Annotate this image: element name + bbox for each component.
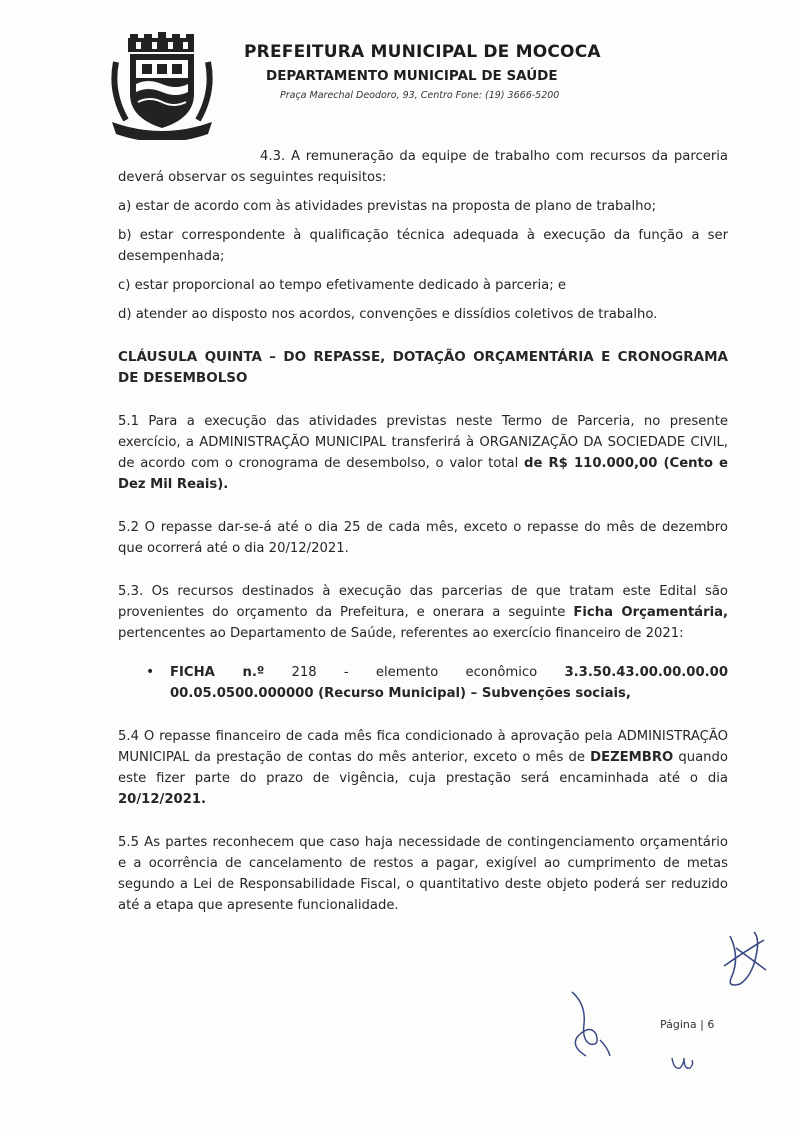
requirement-item-b: b) estar correspondente à qualificação técnica adequada à execução da função a ser desempenhada;: [118, 228, 728, 264]
paragraph-5-3: [118, 581, 728, 644]
paragraph-5-4-text-1: 5.4 O repasse financeiro de cada mês fica condicionado à aprovação pela ADMINISTRAÇÃO MUNICIPAL da prestação de contas do mês anterior, exceto o mês de: [118, 729, 728, 765]
initial-bottom-icon: [668, 1052, 698, 1076]
paragraph-5-4: [118, 726, 728, 810]
department-title: DEPARTAMENTO MUNICIPAL DE SAÚDE: [266, 68, 558, 84]
requirement-item-c: c) estar proporcional ao tempo efetivamente dedicado à parceria; e: [118, 278, 566, 293]
paragraph-5-1-amount: de R$ 110.000,00 (Cento e Dez Mil Reais).: [118, 456, 728, 492]
municipal-crest-icon: [108, 32, 216, 140]
signature-right-icon: [716, 926, 772, 996]
clause-heading: CLÁUSULA QUINTA – DO REPASSE, DOTAÇÃO ORÇAMENTÁRIA E CRONOGRAMA DE DESEMBOLSO: [118, 349, 728, 386]
paragraph-5-4-bold-1: DEZEMBRO: [590, 750, 674, 765]
page-number: Página | 6: [660, 1018, 715, 1031]
letterhead: [108, 32, 748, 142]
paragraph-5-3-bold: Ficha Orçamentária,: [573, 605, 728, 620]
paragraph-5-4-bold-2: 20/12/2021.: [118, 792, 207, 807]
paragraph-5-3-text-1: 5.3. Os recursos destinados à execução das parcerias de que tratam este Edital são provenientes do orçamento da Prefeitura, e onerara a seguinte: [118, 584, 728, 620]
bullet-text: 218 - elemento econômico: [264, 665, 565, 680]
document-body: [118, 146, 728, 916]
requirement-item-a: a) estar de acordo com às atividades previstas na proposta de plano de trabalho;: [118, 199, 657, 214]
bullet-code: 3.3.50.43.00.00.00.00 00.05.0500.000000 (Recurso Municipal) – Subvenções sociais,: [170, 665, 728, 701]
paragraph-5-1-text: 5.1 Para a execução das atividades previstas neste Termo de Parceria, no presente exercício, a ADMINISTRAÇÃO MUNICIPAL transferirá à ORGANIZAÇÃO DA SOCIEDADE CIVIL, de acordo com o cronograma de desembolso, o valor total: [118, 414, 728, 471]
budget-line-bullet: [146, 662, 728, 704]
signature-middle: [560, 984, 620, 1064]
paragraph-5-3-text-2: pertencentes ao Departamento de Saúde, referentes ao exercício financeiro de 2021:: [118, 626, 684, 641]
signature-middle-icon: [560, 984, 620, 1064]
address-line: Praça Marechal Deodoro, 93, Centro Fone: (19) 3666-5200: [280, 90, 560, 101]
signature-right: [716, 926, 772, 996]
paragraph-5-1: [118, 411, 728, 495]
paragraph-5-2: 5.2 O repasse dar-se-á até o dia 25 de cada mês, exceto o repasse do mês de dezembro que ocorrerá até o dia 20/12/2021.: [118, 520, 728, 556]
bullet-label: FICHA n.º: [170, 665, 265, 680]
paragraph-5-5: 5.5 As partes reconhecem que caso haja necessidade de contingenciamento orçamentário e a ocorrência de cancelamento de restos a pagar, exigível ao cumprimento de metas segundo a Lei de Responsabilidade Fiscal, o quantitativo deste objeto poderá ser reduzido até a etapa que apresente funcionalidade.: [118, 835, 728, 913]
requirement-item-d: d) atender ao disposto nos acordos, convenções e dissídios coletivos de trabalho.: [118, 307, 658, 322]
org-title: PREFEITURA MUNICIPAL DE MOCOCA: [244, 42, 601, 62]
paragraph-5-4-text-2: quando este fizer parte do prazo de vigência, cuja prestação será encaminhada até o dia: [118, 750, 728, 786]
section-4-3-intro: 4.3. A remuneração da equipe de trabalho com recursos da parceria deverá observar os seguintes requisitos:: [118, 149, 728, 185]
bullet-icon: •: [146, 664, 155, 680]
initial-bottom: [668, 1052, 698, 1076]
